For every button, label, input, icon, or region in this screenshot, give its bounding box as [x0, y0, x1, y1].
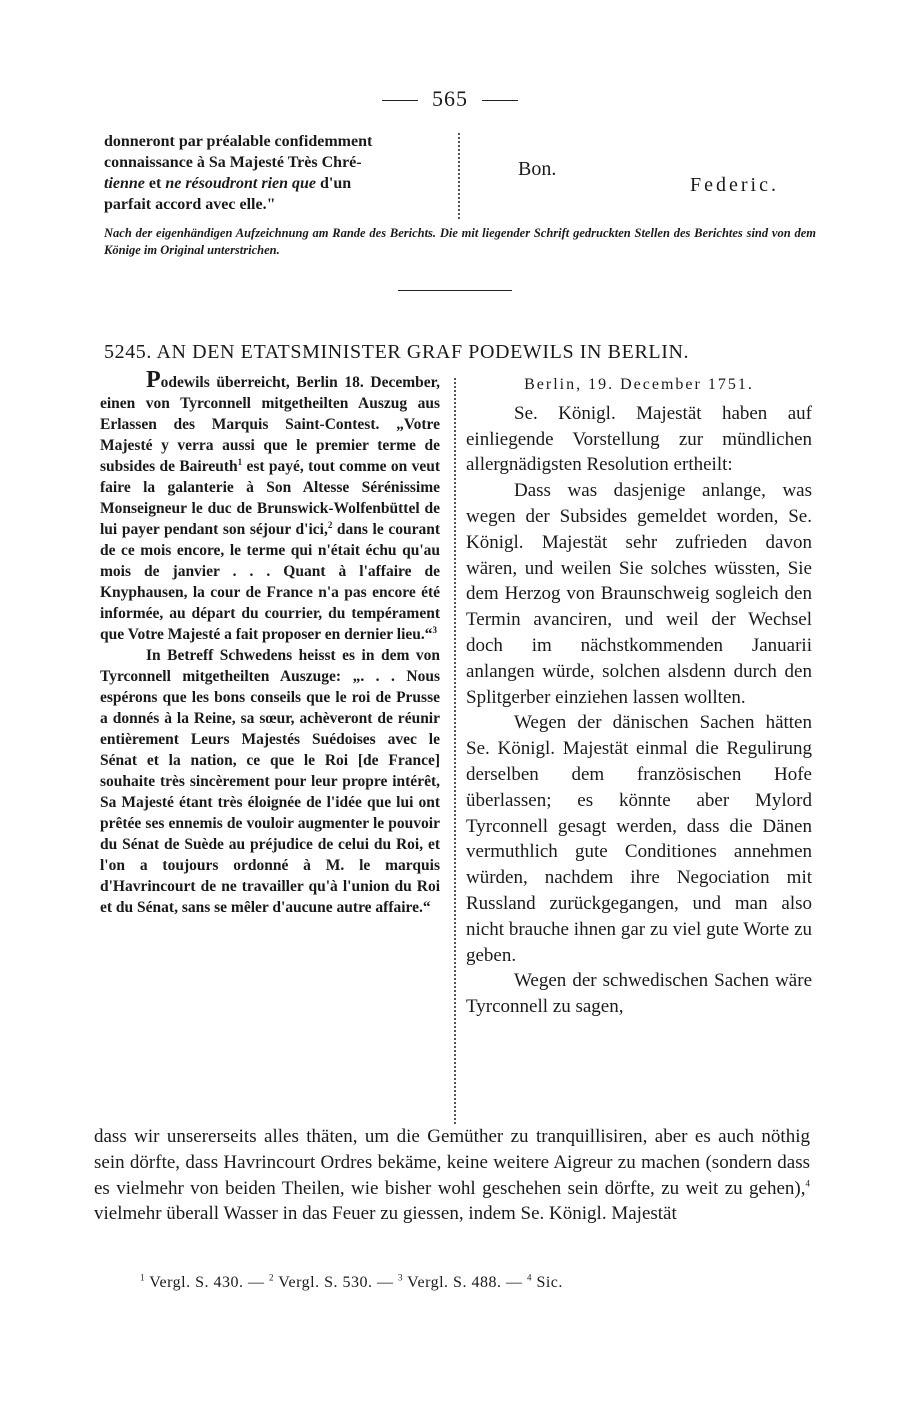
report-paragraph-2: In Betreff Schwedens heisst es in dem von Tyrconnell mitgetheilten Auszuge: „. . . Nous espérons que les bons conseils que le roi de Prusse a donnés à la Reine, sa sœur, achèveront de réunir entièrement Leurs Majestés Suédoises avec le Sénat et la nation, ce que le Roi [de France] souhaite très sincèrement pour leur propre intérêt, Sa Majesté étant très éloignée de l'idée que lui ont prêtée ses ennemis de vouloir augmenter le pouvoir du Sénat de Suède au préjudice de celui du Roi, et l'on a toujours ordonné à M. le marquis d'Havrincourt de ne travailler qu'à l'union du Roi et du Sénat, sans se mêler d'aucune autre affaire.“ — [100, 647, 440, 916]
report-text-1a: odewils überreicht, Berlin 18. December, einen von Tyrconnell mitgetheilten Auszug aus Erlassen des Marquis Saint-Contest. „Votre Majesté y verra aussi que le premier terme de subsides de Baireuth — [100, 374, 440, 475]
full-width-continuation — [94, 1124, 810, 1227]
top-continuation-block — [104, 131, 824, 221]
top-line-3-plain: et — [144, 175, 166, 192]
footnotes — [140, 1274, 780, 1292]
report-text-1c: dans le courant de ce mois encore, le terme qui n'était échu qu'au mois de janvier . . . Quant à l'affaire de Knyphausen, la cour de France n'a pas encore été informée, au départ du courrier, du tempérament que Votre Majesté a fait proposer en dernier lieu.“ — [100, 521, 440, 643]
top-line-3-italic-a: tienne — [104, 175, 145, 192]
footnote-number-3: 3 — [397, 1272, 403, 1283]
top-column-separator — [458, 133, 460, 219]
initial-letter: P — [146, 367, 161, 393]
footnote-text-3: Vergl. S. 488. — — [402, 1274, 527, 1291]
footnote-text-4: Sic. — [531, 1274, 563, 1291]
top-line-4: parfait accord avec elle." — [104, 196, 276, 213]
footnote-number-4: 4 — [526, 1272, 532, 1283]
top-line-3 — [104, 173, 456, 194]
report-text-1b: est payé, tout comme on veut faire la galanterie à Son Altesse Sérénissime Monseigneur le duc de Brunswick-Wolfenbüttel de lui payer pendant son séjour d'ici, — [100, 458, 440, 538]
footnote-text-1: Vergl. S. 430. — — [145, 1274, 269, 1291]
footnote-ref-1: 1 — [237, 456, 243, 467]
footnote-text-2: Vergl. S. 530. — — [273, 1274, 398, 1291]
continuation-text: dass wir unsererseits alles thäten, um die Gemüther zu tranquillisiren, aber es auch nöthig sein dörfte, dass Havrincourt Ordres bekäme, keine weitere Aigreur zu machen (sondern dass es vielmehr von beiden Theilen, wie bisher wohl geschehen sein dörfte, zu weit zu gehen), — [94, 1126, 810, 1199]
top-line-3-italic-b: ne résoudront rien que — [165, 175, 317, 192]
section-divider — [398, 290, 512, 291]
report-paragraph-1 — [100, 367, 440, 645]
document-heading: 5245. AN DEN ETATSMINISTER GRAF PODEWILS IN BERLIN. — [104, 341, 690, 363]
resolution-paragraph-3: Wegen der dänischen Sachen hätten Se. Königl. Majestät einmal die Regulirung derselben dem französischen Hofe überlassen; es könnte aber Mylord Tyrconnell gesagt werden, dass die Dänen vermuthlich gute Conditiones annehmen würden, nachdem ihre Negociation mit Russland zurückgegangen, und man also nicht brauche ihnen gar zu viel gute Worte zu geben. — [466, 712, 812, 966]
top-quote-text — [104, 131, 456, 215]
page-number: 565 — [432, 86, 468, 111]
resolution-column — [466, 372, 812, 1020]
editorial-note: Nach der eigenhändigen Aufzeichnung am Rande des Berichts. Die mit liegender Schrift gedruckten Stellen des Berichtes sind von dem Könige im Original unterstrichen. — [104, 226, 816, 257]
footnote-ref-4: 4 — [805, 1178, 810, 1189]
page-number-dash-right — [482, 100, 518, 101]
dateline: Berlin, 19. December 1751. — [524, 376, 754, 393]
column-separator — [454, 378, 456, 1124]
bon-resolution: Bon. — [518, 158, 557, 180]
top-line-2: connaissance à Sa Majesté Très Chré- — [104, 154, 362, 171]
page-number-dash-left — [382, 100, 418, 101]
footnote-number-2: 2 — [268, 1272, 274, 1283]
resolution-paragraph-1: Se. Königl. Majestät haben auf einliegende Vorstellung zur mündlichen allergnädigsten Resolution ertheilt: — [466, 402, 812, 476]
page-number-line — [0, 86, 900, 112]
top-line-3-plain-end: d'un — [316, 175, 352, 192]
report-summary-column — [100, 367, 440, 918]
resolution-paragraph-4: Wegen der schwedischen Sachen wäre Tyrconnell zu sagen, — [466, 970, 812, 1018]
resolution-paragraph-2: Dass was dasjenige anlange, was wegen der Subsides gemeldet worden, Se. Königl. Majestät sehr zufrieden davon wären, und weilen Sie solches wüssten, Sie dem Herzog von Braunschweig sogleich den Termin avanciren, und weil der Wechsel doch im nächstkommenden Januarii anlangen würde, solchen alsdenn durch den Splitgerber einziehen lassen wollten. — [466, 480, 812, 708]
top-line-1: donneront par préalable confidemment — [104, 133, 373, 150]
footnote-ref-2: 2 — [327, 519, 333, 530]
footnote-number-1: 1 — [140, 1272, 145, 1283]
footnote-ref-3: 3 — [432, 624, 438, 635]
signature: Federic. — [690, 174, 779, 196]
continuation-text-end: vielmehr überall Wasser in das Feuer zu giessen, indem Se. Königl. Majestät — [94, 1203, 677, 1225]
